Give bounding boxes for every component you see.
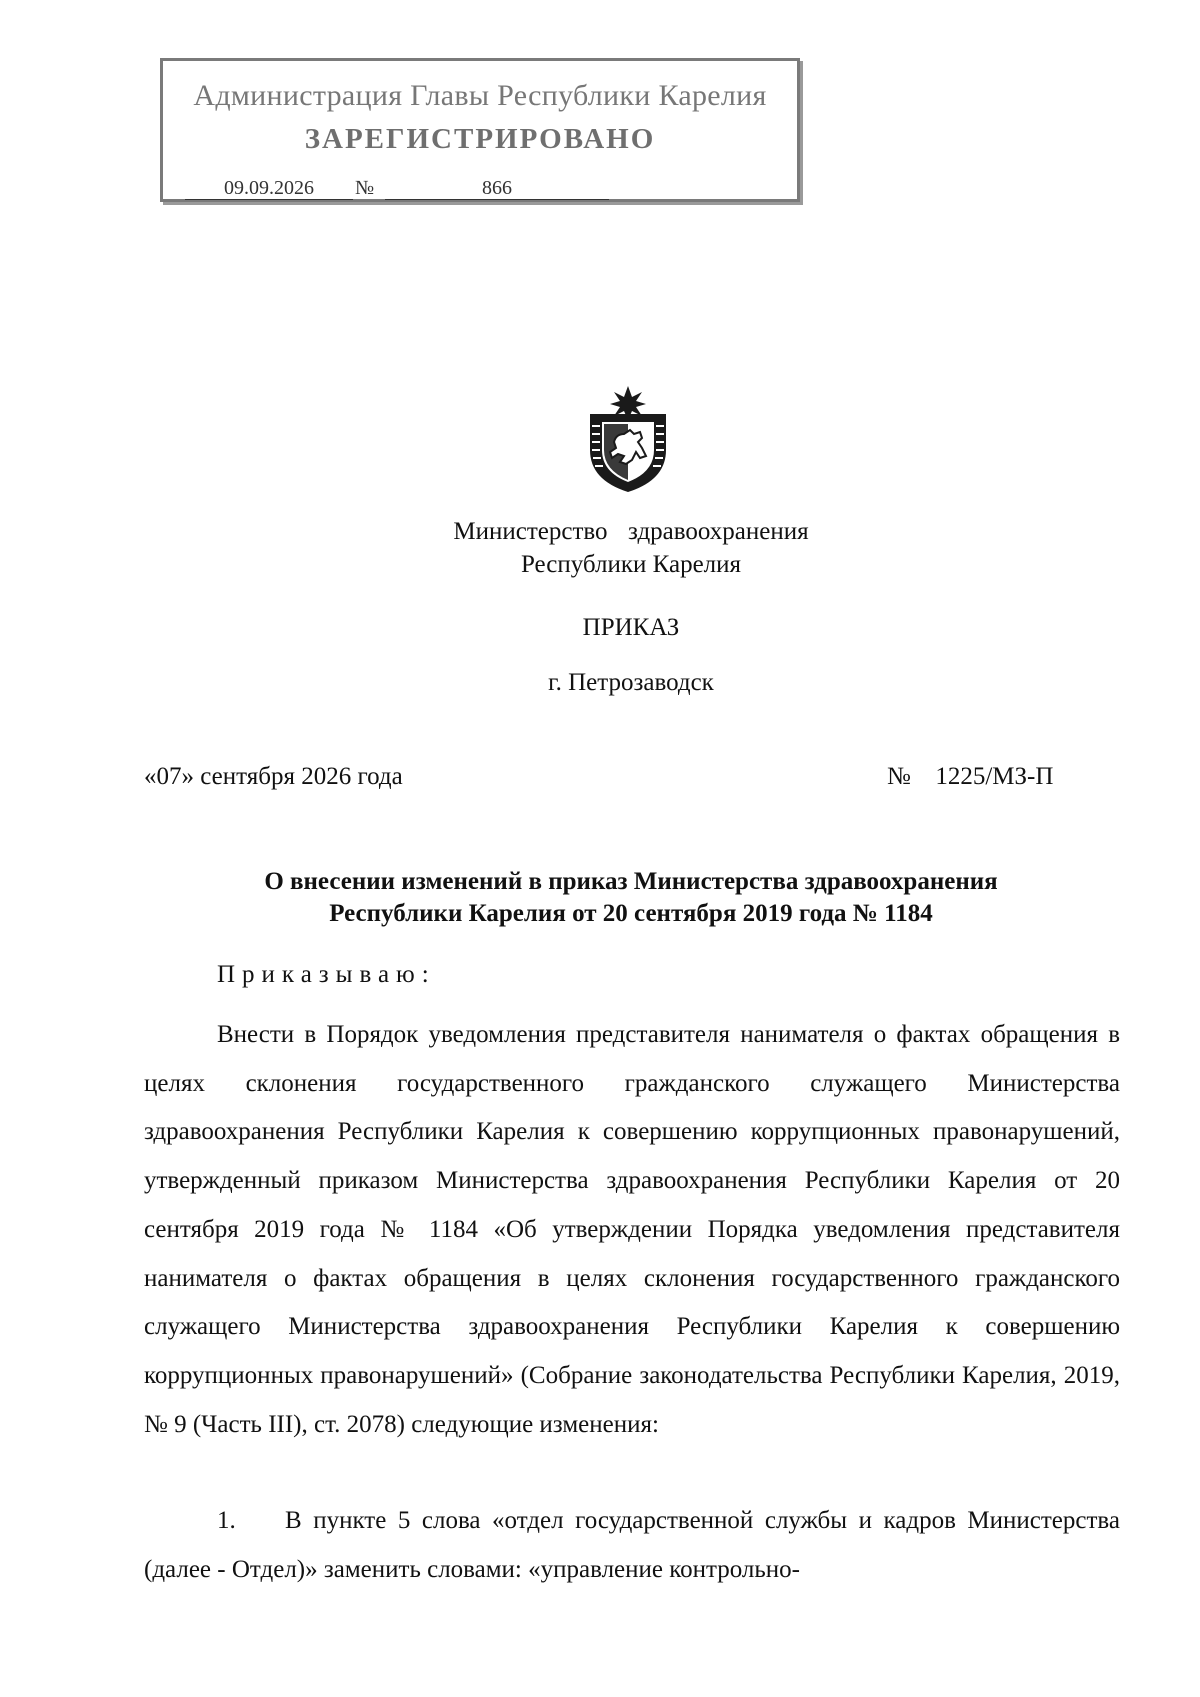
- document-type: ПРИКАЗ: [582, 614, 680, 641]
- registration-stamp: [160, 58, 800, 202]
- stamp-date: 09.09.2026: [185, 177, 353, 200]
- ministry-name-line1: Министерство здравоохранения: [453, 518, 809, 545]
- title-line1: О внесении изменений в приказ Министерства здравоохранения: [264, 868, 998, 895]
- ministry-name-line2: Республики Карелия: [520, 551, 742, 578]
- list-item-text: В пункте 5 слова «отдел государственной службы и кадров Министерства (далее - Отдел)» заменить словами: «управление контрольно-: [144, 1507, 1120, 1583]
- title-line2: Республики Карелия от 20 сентября 2019 года № 1184: [329, 900, 933, 927]
- order-date: «07» сентября 2026 года: [144, 763, 403, 790]
- stamp-number: 866: [385, 177, 609, 200]
- main-paragraph: Внести в Порядок уведомления представителя нанимателя о фактах обращения в целях склонения государственного гражданского служащего Министерства здравоохранения Республики Карелия к совершению коррупционных правонарушений, утвержденный приказом Министерства здравоохранения Республики Карелия от 20 сентября 2019 года № 1184 «Об утверждении Порядка уведомления представителя нанимателя о фактах обращения в целях склонения государственного гражданского служащего Министерства здравоохранения Республики Карелия к совершению коррупционных правонарушений» (Собрание законодательства Республики Карелия, 2019, № 9 (Часть III), ст. 2078) следующие изменения:: [144, 1021, 1120, 1438]
- stamp-number-sign: №: [355, 177, 375, 199]
- city: г. Петрозаводск: [548, 669, 714, 696]
- order-number: № 1225/МЗ-П: [887, 763, 1054, 790]
- karelia-coat-of-arms-icon: [580, 384, 676, 494]
- order-word: Приказываю:: [217, 961, 436, 988]
- stamp-status: ЗАРЕГИСТРИРОВАНО: [304, 123, 656, 155]
- list-item-number: 1.: [217, 1507, 236, 1534]
- document-title: [144, 866, 1118, 930]
- stamp-organization: Администрация Главы Республики Карелия: [193, 79, 767, 112]
- list-item-1: [144, 1497, 1120, 1594]
